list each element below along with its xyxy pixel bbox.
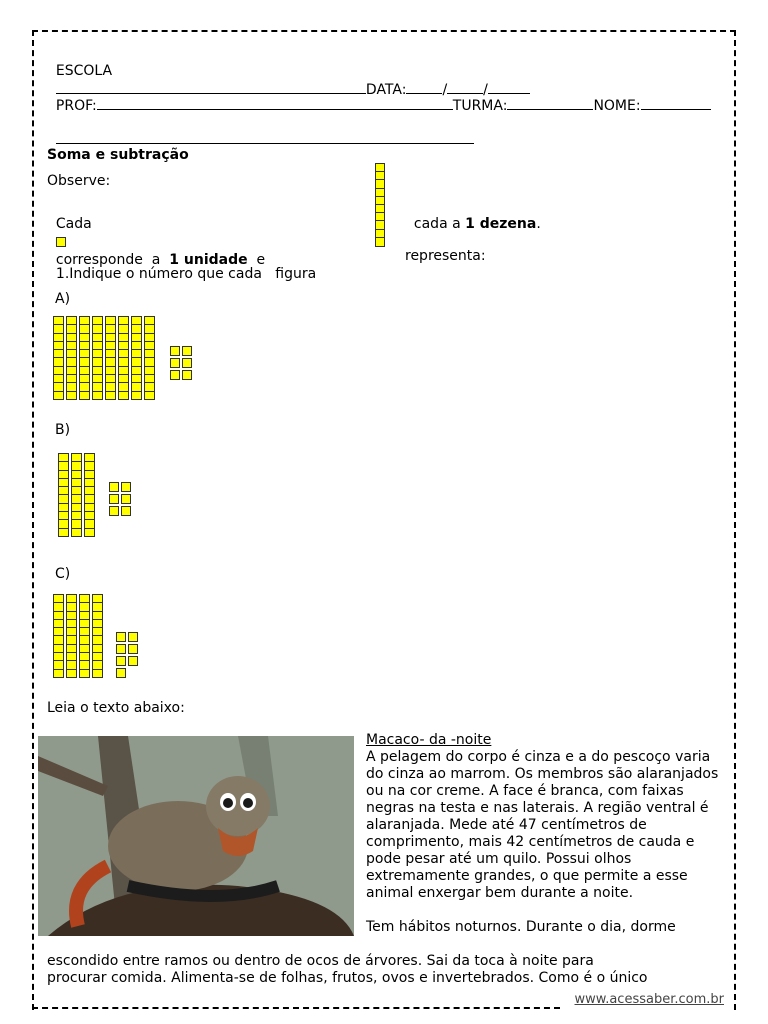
explain-period: . — [536, 216, 541, 232]
ten-rod — [79, 594, 90, 678]
observe-text: Observe: — [47, 173, 111, 189]
prof-field[interactable] — [97, 96, 453, 110]
unit-cube — [128, 632, 138, 642]
figure-b-label: B) — [55, 422, 71, 438]
page-border-bottom — [32, 1007, 560, 1009]
figure-c-tens — [53, 594, 103, 678]
unit-cube — [116, 656, 126, 666]
date-sep-2: / — [483, 82, 488, 98]
article-paragraph-2-line-2: escondido entre ramos ou dentro de ocos de árvores. Sai da toca à noite para — [47, 953, 594, 969]
explain-one-ten: 1 dezena — [465, 216, 537, 232]
explain-cada-a: cada a — [413, 216, 461, 232]
ten-rod — [53, 316, 64, 400]
unit-cube — [109, 494, 119, 504]
ten-rod — [71, 453, 82, 537]
date-sep-1: / — [442, 82, 448, 98]
explain-e: e — [256, 252, 266, 268]
unit-cube — [170, 358, 180, 368]
unit-cube — [170, 370, 180, 380]
figure-b-tens — [58, 453, 95, 537]
unit-cube — [116, 644, 126, 654]
ten-rod — [84, 453, 95, 537]
question-1-text: 1.Indique o número que cada — [55, 266, 262, 282]
unit-cube — [116, 668, 126, 678]
figure-a-tens — [53, 316, 155, 400]
unit-cube — [170, 346, 180, 356]
owl-monkey-photo — [38, 736, 354, 936]
figure-c-label: C) — [55, 566, 71, 582]
ten-rod — [144, 316, 155, 400]
unit-cube — [182, 370, 192, 380]
unit-cube — [128, 656, 138, 666]
article-paragraph-1: A pelagem do corpo é cinza e a do pescoço varia do cinza ao marrom. Os membros são alaranjados ou na cor creme. A face é branca, com faixas negras na testa e nas laterais. A região ventral é alaranjada. Mede até 47 centímetros de comprimento, mais 42 centímetros de cauda e pode pesar até um quilo. Possui olhos extremamente grandes, o que permite a esse animal enxergar bem durante a noite. — [366, 749, 719, 901]
unit-cube — [121, 506, 131, 516]
ten-rod — [53, 594, 64, 678]
explain-a: a — [151, 252, 161, 268]
unit-cube — [109, 506, 119, 516]
header-line-3 — [47, 112, 474, 149]
ten-rod — [118, 316, 129, 400]
ten-rod-icon — [375, 163, 385, 247]
turma-label: TURMA: — [452, 98, 508, 114]
question-1-left — [47, 247, 316, 283]
ten-rod — [105, 316, 116, 400]
figure-a-units — [170, 346, 192, 380]
article-paragraph-2-line-3: procurar comida. Alimenta-se de folhas, frutos, ovos e invertebrados. Como é o único — [47, 970, 648, 986]
ten-rod — [92, 316, 103, 400]
turma-field[interactable] — [507, 96, 593, 110]
footer-link[interactable]: www.acessaber.com.br — [574, 992, 724, 1007]
unit-cube-icon — [56, 237, 66, 247]
explain-corresponde: corresponde — [55, 252, 143, 268]
explain-ten-text — [405, 197, 541, 233]
explain-cada: Cada — [55, 216, 92, 232]
ten-rod — [79, 316, 90, 400]
escola-label: ESCOLA — [55, 63, 113, 79]
question-1-right: representa: — [405, 248, 486, 264]
article-paragraph-2-start: Tem hábitos noturnos. Durante o dia, dorme — [366, 919, 676, 935]
section-title: Soma e subtração — [47, 147, 189, 163]
ten-rod — [92, 594, 103, 678]
question-1-figura: figura — [275, 266, 317, 282]
unit-cube — [121, 494, 131, 504]
figure-b-units — [109, 482, 131, 516]
article-body — [366, 732, 722, 936]
data-label: DATA: — [365, 82, 407, 98]
unit-cube — [128, 644, 138, 654]
ten-rod — [131, 316, 142, 400]
article-title: Macaco- da -noite — [366, 732, 492, 748]
unit-cube — [116, 632, 126, 642]
unit-cube — [109, 482, 119, 492]
ten-rod — [66, 316, 77, 400]
nome-continuation-field[interactable] — [56, 130, 474, 144]
unit-cube — [121, 482, 131, 492]
nome-label: NOME: — [593, 98, 641, 114]
read-prompt: Leia o texto abaixo: — [47, 700, 185, 716]
figure-c-units — [116, 632, 138, 678]
unit-cube — [182, 358, 192, 368]
ten-rod — [58, 453, 69, 537]
prof-label: PROF: — [55, 98, 97, 114]
unit-cube — [182, 346, 192, 356]
figure-a-label: A) — [55, 291, 71, 307]
owl-monkey-illustration — [38, 736, 354, 936]
nome-field[interactable] — [641, 96, 711, 110]
header-line-2 — [47, 78, 711, 115]
explain-one-unit: 1 unidade — [169, 252, 248, 268]
ten-rod — [66, 594, 77, 678]
